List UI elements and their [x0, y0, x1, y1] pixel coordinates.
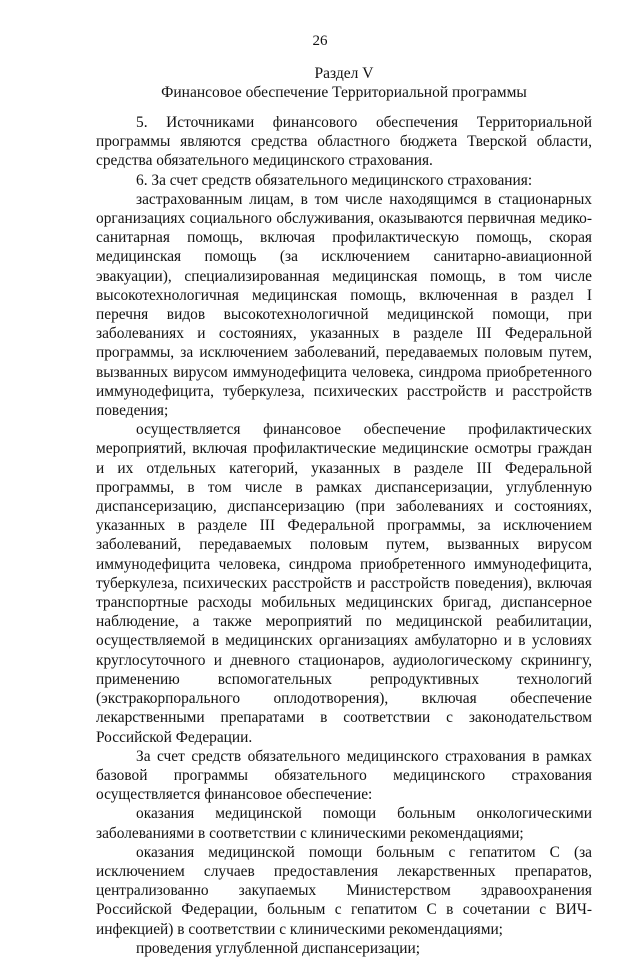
- section-title: Финансовое обеспечение Территориальной программы: [161, 84, 527, 101]
- paragraph-preventive-measures: осуществляется финансовое обеспечение профилактических мероприятий, включая профилактические медицинские осмотры граждан и их отдельных категорий, указанных в разделе III Федеральной программы, в том числе в рамках диспансеризации, углубленную диспансеризацию, диспансеризацию (при заболеваниях и состояниях, указанных в разделе III Федеральной программы, за исключением заболеваний, передаваемых половым путем, вызванных вирусом иммунодефицита человека, синдрома приобретенного иммунодефицита, туберкулеза, психических расстройств и расстройств поведения), включая транспортные расходы мобильных медицинских бригад, диспансерное наблюдение, а также мероприятий по медицинской реабилитации, осуществляемой в медицинских организациях амбулаторно и в условиях круглосуточного и дневного стационаров, аудиологическому скринингу, применению вспомогательных репродуктивных технологий (экстракорпорального оплодотворения), включая обеспечение лекарственными препаратами в соответствии с законодательством Российской Федерации.: [96, 421, 592, 746]
- paragraph-6-oms: 6. За счет средств обязательного медицинского страхования:: [136, 171, 533, 189]
- document-body: [96, 113, 592, 958]
- paragraph-oncology: оказания медицинской помощи больным онкологическими заболеваниями в соответствии с клиническими рекомендациями;: [96, 805, 592, 842]
- paragraph-hepatitis-c: оказания медицинской помощи больным с гепатитом С (за исключением случаев предоставления лекарственных препаратов, централизованно закупаемых Министерством здравоохранения Российской Федерации, больным с гепатитом С в сочетании с ВИЧ-инфекцией) в соответствии с клиническими рекомендациями;: [96, 843, 592, 938]
- section-number: Раздел V: [314, 65, 374, 82]
- paragraph-insured-persons: застрахованным лицам, в том числе находящимся в стационарных организациях социального обслуживания, оказываются первичная медико-санитарная помощь, включая профилактическую помощь, скорая медицинская помощь (за исключением санитарно-авиационной эвакуации), специализированная медицинская помощь, в том числе высокотехнологичная медицинская помощь, включенная в раздел I перечня видов высокотехнологичной медицинской помощи, при заболеваниях и состояниях, указанных в разделе III Федеральной программы, за исключением заболеваний, передаваемых половым путем, вызванных вирусом иммунодефицита человека, синдрома приобретенного иммунодефицита, туберкулеза, психических расстройств и расстройств поведения;: [96, 190, 592, 420]
- page-number: 26: [312, 33, 328, 49]
- paragraph-basic-program: За счет средств обязательного медицинского страхования в рамках базовой программы обязательного медицинского страхования осуществляется финансовое обеспечение:: [96, 747, 592, 804]
- section-heading: [96, 64, 592, 102]
- paragraph-in-depth-screening: проведения углубленной диспансеризации;: [136, 939, 420, 957]
- paragraph-5-sources: 5. Источниками финансового обеспечения Территориальной программы являются средства областного бюджета Тверской области, средства обязательного медицинского страхования.: [96, 114, 592, 170]
